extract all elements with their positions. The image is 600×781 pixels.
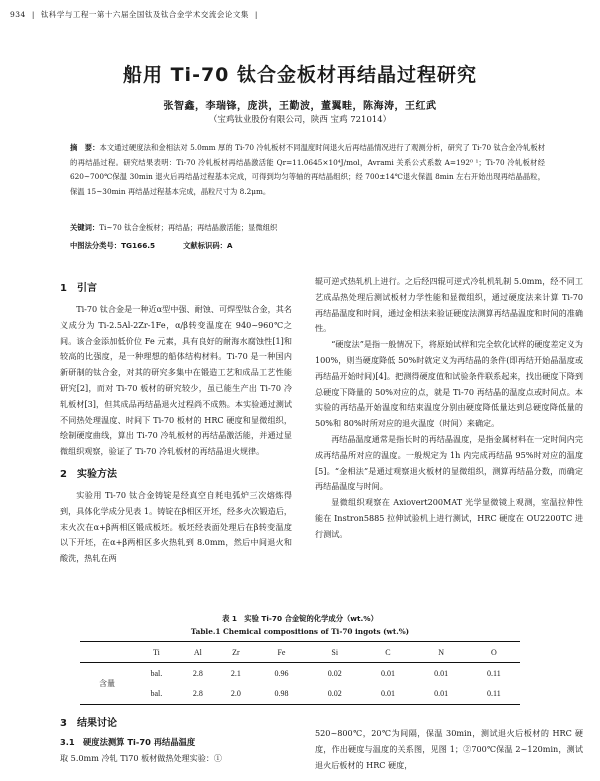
clc-value: TG166.5 <box>121 241 156 250</box>
table-cell: 0.01 <box>434 668 449 678</box>
table-cell: 0.96 <box>274 668 289 678</box>
results-left <box>60 715 292 767</box>
column-header: Al <box>193 647 202 657</box>
table-cell: bal. <box>150 689 163 699</box>
composition-table <box>80 641 520 705</box>
table-cell: 2.0 <box>230 689 241 699</box>
left-column <box>60 274 292 567</box>
right-column <box>315 274 583 543</box>
column-header: C <box>385 647 391 657</box>
keywords-text: Ti~70 钛合金板材；再结晶；再结晶激活能；显微组织 <box>99 223 278 232</box>
table-cell: 2.1 <box>230 668 241 678</box>
table-cell: 2.8 <box>192 668 203 678</box>
table-row <box>80 684 520 705</box>
table-corner-cell <box>80 642 134 663</box>
method-continued-paragraph: 辊可逆式热轧机上进行。之后经四辊可逆式冷轧机轧制 5.0mm，经不同工艺成品热处理后测试板材力学性能和显微组织，通过硬度法来计算 Ti-70 再结晶温度和时间，通过金相法来验证硬度法测算再结晶温度和时间的准确性。 <box>315 276 583 334</box>
equipment-paragraph: 显微组织观察在 Axiovert200MAT 光学显微镜上观测，室温拉伸性能在 Instron5885 拉伸试验机上进行测试，HRC 硬度在 OU2200TC 进行测试。 <box>315 497 583 539</box>
table-cell: 2.8 <box>192 689 203 699</box>
table-header-row <box>80 642 520 663</box>
table-cell: bal. <box>150 668 163 678</box>
header-separator: | <box>31 10 35 19</box>
table-cell: 0.98 <box>274 689 289 699</box>
subsection-heading-hardness: 3.1 硬度法测算 Ti-70 再结晶温度 <box>60 737 196 747</box>
table-cell: 0.02 <box>327 668 342 678</box>
table-caption-cn: 表 1 实验 Ti-70 合金锭的化学成分（wt.%） <box>222 614 378 623</box>
doc-code-label: 文献标识码： <box>183 241 227 250</box>
table-caption-en: Table.1 Chemical compositions of Ti-70 ingots (wt.%) <box>190 627 410 636</box>
column-header: O <box>491 647 497 657</box>
paper-title: 船用 Ti-70 钛合金板材再结晶过程研究 <box>122 64 478 86</box>
abstract-label: 摘 要： <box>70 143 100 152</box>
authors: 张智鑫，李瑞锋，庞洪，王勤波，董翼畦，陈海涛，王红武 <box>163 101 437 112</box>
table-cell: 0.01 <box>434 689 449 699</box>
clc-label: 中图法分类号： <box>70 241 122 250</box>
table-cell: 0.02 <box>327 689 342 699</box>
section-heading-method: 2 实验方法 <box>60 468 117 480</box>
section-heading-intro: 1 引言 <box>60 283 97 294</box>
classification <box>70 241 233 251</box>
keywords-label: 关键词： <box>70 223 100 232</box>
table-cell: 0.01 <box>380 689 395 699</box>
column-header: N <box>438 647 445 657</box>
journal-name: 钛科学与工程一第十六届全国钛及钛合金学术交流会论文集 <box>40 10 249 19</box>
intro-paragraph: Ti-70 钛合金是一种近α型中强、耐蚀、可焊型钛合金，其名义成分为 Ti-2.5Al-2Zr-1Fe，α/β转变温度在 940~960℃之间。该合金添加低价位 Fe 元素，具有良好的耐海水腐蚀性[1]和较高的比强度，是一种理想的船体结构材料。Ti-70 是一种国内新研制的钛合金，对其的研究多集中在锻造工艺和成品工艺性能研究[2]，而对 Ti-70 板材的研究较少，虽已能生产出 Ti-70 冷轧板材[3]，但其成品再结晶退火过程尚不成熟。本实验通过测试不同热处理温度、时间下 Ti-70 板材的 HRC 硬度和显微组织，绘制硬度曲线，算出 Ti-70 冷轧板材的再结晶激活能，并通过显微组织观察，验证了 Ti-70 冷轧板材的再结晶退火规律。 <box>60 304 292 457</box>
affiliation: （宝鸡钛业股份有限公司，陕西 宝鸡 721014） <box>208 115 392 125</box>
running-head <box>10 9 264 20</box>
results-paragraph: 取 5.0mm 冷轧 Ti70 板材做热处理实验：① <box>60 752 223 763</box>
row-label: 含量 <box>99 679 115 688</box>
section-heading-results: 3 结果讨论 <box>60 718 117 729</box>
recrystallization-temp-paragraph: 再结晶温度通常是指长时的再结晶温度，是指金属材料在一定时间内完成再结晶所对应的温度。一般规定为 1h 内完成再结晶 95%时对应的温度[5]。“金相法”是通过观察退火板材的显微组织，测算再结晶分数，而确定再结晶温度与时间。 <box>315 433 583 492</box>
abstract <box>70 141 545 199</box>
table-row <box>80 663 520 684</box>
table-cell: 0.11 <box>487 689 501 699</box>
abstract-text: 本文通过硬度法和金相法对 5.0mm 厚的 Ti-70 冷轧板材不同温度时间退火后再结晶情况进行了观测分析，研究了 Ti-70 钛合金冷轧板材的再结晶过程。研究结果表明：Ti-70 冷轧板材再结晶激活能 Qr=11.0645×10⁴J/mol，Avrami 关系公式系数 A=192⁰ ¹；Ti-70 冷轧板材经 620~700℃保温 30min 退火后再结晶过程基本完成，可得到均匀等轴的再结晶组织；经 700±14℃退火保温 8min 左右开始出现再结晶晶粒，保温 15~30min 再结晶过程基本完成，晶粒尺寸为 8.2μm。 <box>70 143 546 196</box>
header-separator-end: | <box>254 10 258 19</box>
table-cell: 0.01 <box>380 668 395 678</box>
method-paragraph: 实验用 Ti-70 钛合金铸锭是经真空自耗电弧炉三次熔炼得到，具体化学成分见表 1。铸锭在β相区开坯，经多火次锻造后，末火次在α+β两相区锻成板坯。板坯经表面处理后在β转变温度以下开坯，在α+β两相区多火热轧到 8.0mm，然后中间退火和酸洗，热轧在两 <box>60 489 292 564</box>
table-cell: 0.11 <box>487 668 501 678</box>
hardness-method-paragraph: “硬度法”是指一般情况下，将原始试样和完全软化试样的硬度差定义为 100%，则当硬度降低 50%时就定义为再结晶的条件(即再结开始晶温度或再结晶开始时间)[4]。把测得硬度值和试验条件联系起来，找出硬度下降到总硬度下降量的 50%对应的点，就是 Ti-70 再结晶的温度点或时间点。本实验的再结晶开始温度和结束温度分别由硬度降低量达到总硬度降低量的 50%和 80%时所对应的退火温度（时间）来确定。 <box>315 339 583 429</box>
results-right-paragraph: 520~800℃，20℃为间隔，保温 30min，测试退火后板材的 HRC 硬度，作出硬度与温度的关系图，见图 1；②700℃保温 2~120min，测试退火后板材的 HRC 硬度， <box>315 728 583 770</box>
doc-code-value: A <box>226 241 233 250</box>
column-header: Fe <box>277 647 286 657</box>
column-header: Zr <box>232 647 240 657</box>
results-right <box>315 726 583 773</box>
keywords <box>70 223 545 233</box>
page-number: 934 <box>10 10 26 19</box>
column-header: Ti <box>152 647 160 657</box>
column-header: Si <box>331 647 339 657</box>
